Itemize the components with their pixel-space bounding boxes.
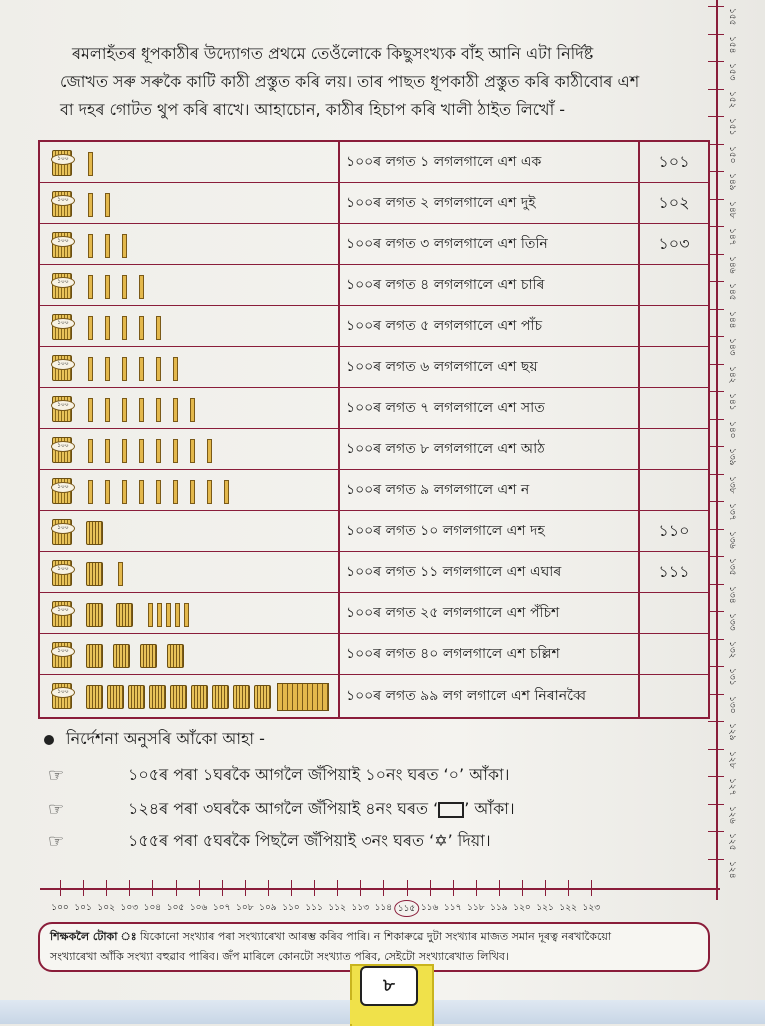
number-line-label: ১৩৯ <box>727 448 737 466</box>
ten-bundle-icon <box>113 644 130 668</box>
row-text: ১০০ৰ লগত ১ লগলগালে এশ এক <box>340 142 640 182</box>
hundred-bundle-label: ১০০ <box>51 523 75 534</box>
instruction-text: ১৫৫ৰ পৰা ৫ঘৰকৈ পিছলৈ জঁপিয়াই ৩নং ঘৰত ‘✡’ দিয়া। <box>128 831 491 850</box>
row-text: ১০০ৰ লগত ৮ লগলগালে এশ আঠ <box>340 429 640 469</box>
ten-bundle-icon <box>212 685 229 709</box>
stick-icon <box>105 316 110 340</box>
ten-bundle-icon <box>233 685 250 709</box>
row-text: ১০০ৰ লগত ১১ লগলগালে এশ এঘাৰ <box>340 552 640 592</box>
number-line-label: ১০২ <box>97 903 115 913</box>
table-row <box>40 306 708 347</box>
hundred-bundle-label: ১০০ <box>51 441 75 452</box>
stick-icon <box>190 398 195 422</box>
sticks-illustration <box>40 388 340 428</box>
number-line-label: ১২৩ <box>582 903 601 913</box>
stick-icon <box>105 480 110 504</box>
hundred-bundle-label: ১০০ <box>51 605 75 616</box>
answer-cell[interactable] <box>640 470 708 510</box>
hundred-bundle-icon <box>52 396 72 422</box>
table-row <box>40 634 708 675</box>
number-line-label: ১৫২ <box>727 90 737 109</box>
number-line-label: ১১১ <box>305 903 323 913</box>
hundred-bundle-icon <box>52 437 72 463</box>
answer-cell[interactable] <box>640 634 708 674</box>
stick-icon <box>207 480 212 504</box>
sticks-illustration <box>40 306 340 346</box>
stick-icon <box>173 480 178 504</box>
row-text: ১০০ৰ লগত ৯ লগলগালে এশ ন <box>340 470 640 510</box>
number-line-label: ১২১ <box>536 903 554 913</box>
stick-icon <box>88 275 93 299</box>
number-line-label: ১৫৩ <box>727 63 737 81</box>
number-line-label: ১২৮ <box>727 750 737 769</box>
hundred-bundle-label: ১০০ <box>51 236 75 247</box>
ten-bundle-icon <box>86 644 103 668</box>
number-line-label: ১০৫ <box>166 903 185 913</box>
number-line-label: ১১৪ <box>374 903 393 913</box>
hundred-bundle-icon <box>52 642 72 668</box>
answer-cell[interactable]: ১০২ <box>658 192 690 212</box>
stick-icon <box>122 357 127 381</box>
instruction-text: ১২৪ৰ পৰা ৩ঘৰকৈ আগলৈ জঁপিয়াই ৪নং ঘৰত ‘ ’ আঁকা। <box>128 799 515 818</box>
row-text: ১০০ৰ লগত ৬ লগলগালে এশ ছয় <box>340 347 640 387</box>
stick-icon <box>105 193 110 217</box>
number-line-label: ১১০ <box>282 903 300 913</box>
number-line-label: ১৩০ <box>727 695 737 714</box>
stick-icon <box>157 603 162 627</box>
ten-bundle-icon <box>86 603 103 627</box>
vertical-number-line-ticks <box>708 6 724 886</box>
stick-icon <box>88 193 93 217</box>
stick-icon <box>105 234 110 258</box>
hundred-bundle-label: ১০০ <box>51 359 75 370</box>
stick-icon <box>88 316 93 340</box>
sticks-illustration <box>40 224 340 264</box>
hundred-bundle-icon <box>52 683 72 709</box>
sticks-illustration <box>40 511 340 551</box>
number-line-label: ১০৮ <box>236 903 254 913</box>
number-line-label: ১৩৮ <box>727 475 737 494</box>
number-line-label: ১০৩ <box>120 903 139 913</box>
hundred-bundle-icon <box>52 314 72 340</box>
stick-icon <box>122 480 127 504</box>
answer-cell[interactable] <box>640 675 708 717</box>
table-row <box>40 675 708 718</box>
hundred-bundle-icon <box>52 560 72 586</box>
sticks-illustration <box>40 347 340 387</box>
sticks-illustration <box>40 429 340 469</box>
number-line-label: ১০৬ <box>189 903 208 913</box>
hundred-bundle-label: ১০০ <box>51 400 75 411</box>
table-row <box>40 265 708 306</box>
table-row <box>40 593 708 634</box>
number-line-label: ১৪২ <box>727 365 737 384</box>
table-row <box>40 511 708 552</box>
number-line-label: ১২৯ <box>727 723 737 741</box>
stick-icon <box>118 562 123 586</box>
hundred-bundle-icon <box>52 232 72 258</box>
number-line-label: ১৫৪ <box>727 35 737 54</box>
answer-cell[interactable] <box>640 347 708 387</box>
number-line-label: ১১৭ <box>443 903 462 913</box>
pointing-hand-icon: ☞ <box>48 765 65 786</box>
hundred-bundle-icon <box>52 191 72 217</box>
answer-cell[interactable] <box>640 388 708 428</box>
row-text: ১০০ৰ লগত ৩ লগলগালে এশ তিনি <box>340 224 640 264</box>
row-text: ১০০ৰ লগত ৭ লগলগালে এশ সাত <box>340 388 640 428</box>
number-line-label: ১১২ <box>328 903 346 913</box>
number-line-label: ১৪৩ <box>727 338 737 356</box>
page-number: ৮ <box>360 966 418 1006</box>
number-line-label: ১৩৫ <box>727 558 737 576</box>
number-line-label: ১২৭ <box>727 778 737 796</box>
pointing-hand-icon: ☞ <box>48 831 65 852</box>
hundred-bundle-icon <box>52 478 72 504</box>
table-row <box>40 470 708 511</box>
number-line-label: ১৫০ <box>727 145 737 164</box>
row-text: ১০০ৰ লগত ৯৯ লগ লগালে এশ নিৰানব্বৈ <box>340 675 640 717</box>
number-line-label: ১২৫ <box>727 833 737 851</box>
stick-icon <box>88 357 93 381</box>
stick-icon <box>122 234 127 258</box>
rectangle-symbol-icon <box>438 802 464 818</box>
ten-bundle-icon <box>191 685 208 709</box>
number-line-label: ১২০ <box>513 903 531 913</box>
stick-icon <box>156 357 161 381</box>
number-line-label: ১৩১ <box>727 668 737 686</box>
number-line-label: ১২৬ <box>727 805 737 824</box>
ten-bundle-icon <box>86 685 103 709</box>
intro-paragraph <box>60 40 700 124</box>
stick-icon <box>122 316 127 340</box>
instruction-1 <box>48 762 509 789</box>
stick-icon <box>122 398 127 422</box>
row-text: ১০০ৰ লগত ২ লগলগালে এশ দুই <box>340 183 640 223</box>
sticks-illustration <box>40 675 340 717</box>
number-line-label: ১১৫ <box>394 900 420 917</box>
number-line-label: ১০৯ <box>259 903 277 913</box>
ten-bundle-icon <box>170 685 187 709</box>
hundred-bundle-icon <box>52 601 72 627</box>
stick-icon <box>190 480 195 504</box>
stick-icon <box>105 439 110 463</box>
stick-icon <box>105 275 110 299</box>
number-line-label: ১৪৭ <box>727 228 737 246</box>
hundred-bundle-icon <box>52 150 72 176</box>
stick-icon <box>156 398 161 422</box>
stick-icon <box>224 480 229 504</box>
stick-icon <box>173 357 178 381</box>
instruction-3 <box>48 828 491 855</box>
number-line-label: ১১৯ <box>490 903 508 913</box>
answer-cell[interactable]: ১০৩ <box>658 233 690 253</box>
stick-icon <box>88 439 93 463</box>
hundred-bundle-label: ১০০ <box>51 318 75 329</box>
row-text: ১০০ৰ লগত ৪০ লগলগালে এশ চল্লিশ <box>340 634 640 674</box>
number-line-label: ১৪৬ <box>727 255 737 274</box>
loose-sticks-icon <box>277 683 329 711</box>
sticks-illustration <box>40 265 340 305</box>
row-text: ১০০ৰ লগত ২৫ লগলগালে এশ পঁচিশ <box>340 593 640 633</box>
stick-icon <box>105 357 110 381</box>
stick-icon <box>148 603 153 627</box>
table-row <box>40 552 708 593</box>
table-row <box>40 142 708 183</box>
stick-icon <box>139 480 144 504</box>
hundred-bundle-label: ১০০ <box>51 154 75 165</box>
stick-icon <box>139 439 144 463</box>
sticks-illustration <box>40 593 340 633</box>
intro-line: ৰমলাহঁতৰ ধূপকাঠীৰ উদ্যোগত প্ৰথমে তেওঁলোকে কিছুসংখ্যক বাঁহ আনি এটা নিৰ্দিষ্ট <box>72 44 594 63</box>
ten-bundle-icon <box>128 685 145 709</box>
stick-icon <box>156 480 161 504</box>
stick-icon <box>207 439 212 463</box>
number-line-label: ১০৪ <box>143 903 162 913</box>
stick-icon <box>139 316 144 340</box>
number-line-label: ১০৭ <box>212 903 231 913</box>
number-line-label: ১৪৪ <box>727 310 737 329</box>
ten-bundle-icon <box>86 521 103 545</box>
ten-bundle-icon <box>116 603 133 627</box>
table-row <box>40 347 708 388</box>
hundred-bundle-label: ১০০ <box>51 482 75 493</box>
answer-cell[interactable]: ১১০ <box>658 520 690 540</box>
stick-icon <box>88 398 93 422</box>
intro-line: বা দহৰ গোটত থুপ কৰি ৰাখে। আহাচোন, কাঠীৰ হিচাপ কৰি খালী ঠাইত লিখোঁ - <box>60 100 566 119</box>
number-line-label: ১৫১ <box>727 118 737 136</box>
hundred-bundle-label: ১০০ <box>51 687 75 698</box>
stick-icon <box>88 480 93 504</box>
stick-icon <box>173 439 178 463</box>
number-line-label: ১৪৫ <box>727 283 737 301</box>
hundred-bundle-icon <box>52 355 72 381</box>
stick-icon <box>88 234 93 258</box>
answer-cell[interactable] <box>640 265 708 305</box>
instruction-text: ১০৫ৰ পৰা ১ঘৰকৈ আগলৈ জঁপিয়াই ১০নং ঘৰত ‘০’ আঁকা। <box>128 765 510 784</box>
table-row <box>40 429 708 470</box>
stick-icon <box>173 398 178 422</box>
number-line-label: ১২৪ <box>727 860 737 879</box>
vertical-number-line-labels <box>724 6 762 886</box>
teacher-note-line: যিকোনো সংখ্যাৰ পৰা সংখ্যাৰেখা আৰম্ভ কৰিব পাৰি। ন শিকাৰুৱে দুটা সংখ্যাৰ মাজত সমান দূৰত্ব নৰখাকৈয়ো <box>140 930 612 943</box>
intro-line: জোখত সৰু সৰুকৈ কাটি কাঠী প্ৰস্তুত কৰি লয়। তাৰ পাছত ধূপকাঠী প্ৰস্তুত কৰি কাঠীবোৰ এশ <box>60 72 640 91</box>
hundred-bundle-label: ১০০ <box>51 564 75 575</box>
number-line-label: ১৩৬ <box>727 530 737 549</box>
counting-table <box>38 140 710 719</box>
number-line-label: ১১৬ <box>420 903 439 913</box>
number-line-label: ১১৮ <box>467 903 485 913</box>
stick-icon <box>156 439 161 463</box>
ten-bundle-icon <box>107 685 124 709</box>
number-line-label: ১৪০ <box>727 420 737 439</box>
sticks-illustration <box>40 183 340 223</box>
sticks-illustration <box>40 470 340 510</box>
stick-icon <box>166 603 171 627</box>
hundred-bundle-label: ১০০ <box>51 195 75 206</box>
answer-cell[interactable] <box>640 306 708 346</box>
number-line-label: ১৪১ <box>727 393 737 411</box>
ten-bundle-icon <box>140 644 157 668</box>
stick-icon <box>122 439 127 463</box>
ten-bundle-icon <box>254 685 271 709</box>
stick-icon <box>122 275 127 299</box>
sticks-illustration <box>40 634 340 674</box>
hundred-bundle-icon <box>52 519 72 545</box>
number-line-label: ১৩৭ <box>727 503 737 521</box>
number-line-label: ১৪৯ <box>727 173 737 191</box>
row-text: ১০০ৰ লগত ৫ লগলগালে এশ পাঁচ <box>340 306 640 346</box>
answer-cell[interactable]: ১০১ <box>658 151 690 171</box>
stick-icon <box>139 275 144 299</box>
number-line-label: ১৪৮ <box>727 200 737 219</box>
stick-icon <box>175 603 180 627</box>
row-text: ১০০ৰ লগত ১০ লগলগালে এশ দহ <box>340 511 640 551</box>
number-line-label: ১২২ <box>559 903 577 913</box>
ten-bundle-icon <box>167 644 184 668</box>
answer-cell[interactable] <box>640 593 708 633</box>
number-line-label: ১৫৫ <box>727 8 737 26</box>
ten-bundle-icon <box>149 685 166 709</box>
stick-icon <box>88 152 93 176</box>
instruction-2 <box>48 796 515 823</box>
stick-icon <box>139 357 144 381</box>
number-line-label: ১০০ <box>51 903 69 913</box>
number-line-label: ১১৩ <box>351 903 370 913</box>
number-line-label: ১৩৩ <box>727 613 737 631</box>
hundred-bundle-label: ১০০ <box>51 277 75 288</box>
bullet-icon <box>44 735 54 745</box>
sticks-illustration <box>40 142 340 182</box>
table-row <box>40 388 708 429</box>
teacher-note-line: সংখ্যাৰেখা আঁকি সংখ্যা বহুৱাব পাৰিব। জঁপ মাৰিলে কোনটো সংখ্যাত পৰিব, সেইটো সংখ্যাৰেখাত লিখিব। <box>50 950 509 963</box>
pointing-hand-icon: ☞ <box>48 799 65 820</box>
table-row <box>40 224 708 265</box>
teacher-note-label: শিক্ষকলৈ টোকা ঃ <box>50 930 137 943</box>
answer-cell[interactable]: ১১১ <box>658 561 690 581</box>
stick-icon <box>184 603 189 627</box>
number-line-label: ১৩২ <box>727 640 737 659</box>
ten-bundle-icon <box>86 562 103 586</box>
number-line-label: ১৩৪ <box>727 585 737 604</box>
table-row <box>40 183 708 224</box>
stick-icon <box>139 398 144 422</box>
answer-cell[interactable] <box>640 429 708 469</box>
stick-icon <box>190 439 195 463</box>
stick-icon <box>156 316 161 340</box>
hundred-bundle-label: ১০০ <box>51 646 75 657</box>
sticks-illustration <box>40 552 340 592</box>
hundred-bundle-icon <box>52 273 72 299</box>
horizontal-number-line-labels <box>40 900 740 918</box>
row-text: ১০০ৰ লগত ৪ লগলগালে এশ চাৰি <box>340 265 640 305</box>
instructions-heading: নিৰ্দেশনা অনুসৰি আঁকো আহা - <box>44 726 265 753</box>
stick-icon <box>105 398 110 422</box>
horizontal-number-line-ticks <box>40 880 720 896</box>
number-line-label: ১০১ <box>74 903 92 913</box>
